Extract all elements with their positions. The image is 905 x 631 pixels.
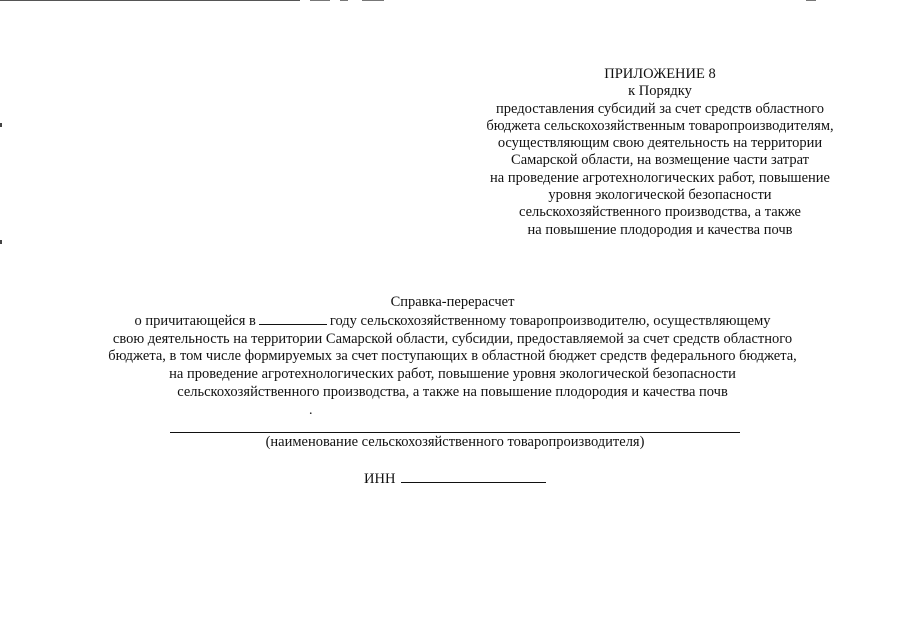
title-line-with-year: [0, 312, 905, 331]
producer-name-caption: (наименование сельскохозяйственного товаропроизводителя): [265, 434, 645, 450]
inn-blank-line: [401, 469, 546, 483]
inn-field: [364, 469, 546, 488]
appendix-line: к Порядку: [628, 83, 692, 100]
appendix-header: [470, 66, 850, 239]
title-line: сельскохозяйственного производства, а также на повышение плодородия и качества почв: [177, 383, 728, 400]
inn-label: ИНН: [364, 471, 396, 487]
scan-artifact-dash: [340, 0, 348, 1]
year-blank-field: [259, 312, 327, 325]
appendix-line: бюджета сельскохозяйственным товаропроизводителям,: [486, 117, 834, 134]
title-text-after-year: году сельскохозяйственному товаропроизводителю, осуществляющему: [329, 312, 771, 329]
appendix-title: ПРИЛОЖЕНИЕ 8: [604, 66, 716, 82]
scan-artifact-dash: [362, 0, 384, 1]
document-title-block: [0, 294, 905, 402]
title-line: свою деятельность на территории Самарской области, субсидии, предоставляемой за счет средств областного: [112, 330, 793, 347]
appendix-line: осуществляющим свою деятельность на территории: [497, 135, 823, 152]
scan-artifact-dash: [806, 0, 816, 1]
title-text-before-year: о причитающейся в: [134, 312, 256, 329]
appendix-line: уровня экологической безопасности: [548, 187, 772, 204]
scan-artifact-top-line: [0, 0, 300, 1]
stray-dot: .: [309, 403, 313, 418]
appendix-line: сельскохозяйственного производства, а также: [519, 204, 801, 221]
scan-artifact-dash: [310, 0, 330, 1]
title-line: на проведение агротехнологических работ, повышение уровня экологической безопасности: [169, 366, 736, 383]
scan-artifact-left-mark: [0, 240, 2, 244]
appendix-line: на проведение агротехнологических работ, повышение: [490, 169, 830, 186]
appendix-line: на повышение плодородия и качества почв: [527, 221, 793, 238]
appendix-line: предоставления субсидий за счет средств областного: [496, 100, 824, 117]
scan-artifact-left-mark: [0, 123, 2, 127]
title-line: бюджета, в том числе формируемых за счет поступающих в областной бюджет средств федерального бюджета,: [108, 348, 797, 365]
producer-name-blank-line: [170, 432, 740, 433]
document-heading: Справка-перерасчет: [390, 294, 515, 310]
appendix-line: Самарской области, на возмещение части затрат: [511, 152, 809, 169]
